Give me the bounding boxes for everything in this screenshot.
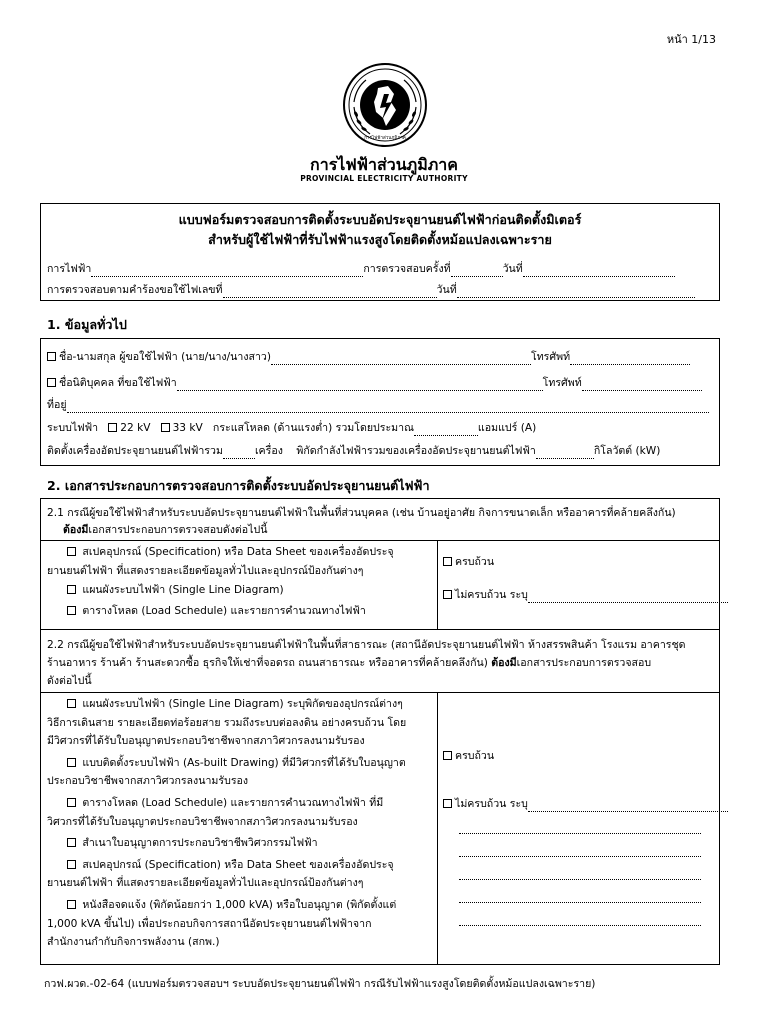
s22-description-line-3: ดังต่อไปนี้ [47, 675, 92, 687]
form-title-line-1: แบบฟอร์มตรวจสอบการติดตั้งระบบอัดประจุยานยนต์ไฟฟ้าก่อนติดตั้งมิเตอร์ [178, 212, 582, 227]
s21-spec-line-1: สเปคอุปกรณ์ (Specification) หรือ Data Sheet ของเครื่องอัดประจุ [82, 546, 394, 558]
s22-complete-label: ครบถ้วน [455, 750, 495, 762]
s21-sld-label: แผนผังระบบไฟฟ้า (Single Line Diagram) [82, 584, 284, 596]
office-label: การไฟฟ้า [47, 263, 92, 275]
juristic-name-field[interactable] [177, 378, 543, 391]
section-1-heading: 1. ข้อมูลทั่วไป [47, 317, 127, 332]
kv22-checkbox[interactable] [108, 423, 117, 432]
s22-license-copy-checkbox[interactable] [67, 838, 76, 847]
s22-license-copy-label: สำเนาใบอนุญาตการประกอบวิชาชีพวิศวกรรมไฟฟ้า [82, 837, 318, 850]
s22-load-schedule-line-1: ตารางโหลด (Load Schedule) และรายการคำนวณทางไฟฟ้า ที่มี [82, 796, 384, 809]
pea-logo [342, 62, 428, 148]
kv33-checkbox[interactable] [161, 423, 170, 432]
s22-incomplete-checkbox[interactable] [443, 799, 452, 808]
juristic-name-label: ชื่อนิติบุคคล ที่ขอใช้ไฟฟ้า [59, 377, 177, 389]
s21-description-line-2: เอกสารประกอบการตรวจสอบดังต่อไปนี้ [88, 524, 268, 536]
s22-notification-line-2: 1,000 kVA ขึ้นไป) เพื่อประกอบกิจการสถานีอัดประจุยานยนต์ไฟฟ้าจาก [47, 917, 372, 930]
title-box [40, 203, 720, 301]
phone-label-2: โทรศัพท์ [542, 377, 582, 389]
units-label: เครื่อง [254, 445, 283, 457]
date-label: วันที่ [502, 263, 523, 275]
s21-spec-checkbox[interactable] [67, 547, 76, 556]
s22-must-have: ต้องมี [491, 657, 517, 669]
ampere-label: แอมแปร์ (A) [477, 422, 537, 434]
s21-description-line-1: 2.1 กรณีผู้ขอใช้ไฟฟ้าสำหรับระบบอัดประจุยานยนต์ไฟฟ้าในพื้นที่ส่วนบุคคล (เช่น บ้านอยู่อาศัย กิจการขนาดเล็ก หรืออาคารที่คล้ายคลึงกัน) [47, 507, 676, 519]
install-label: ติดตั้งเครื่องอัดประจุยานยนต์ไฟฟ้ารวม [47, 445, 223, 457]
date-label-2: วันที่ [436, 284, 457, 296]
s22-detail-line-3[interactable] [459, 857, 701, 880]
s22-asbuilt-line-2: ประกอบวิชาชีพจากสภาวิศวกรลงนามรับรอง [47, 775, 249, 788]
s22-notification-checkbox[interactable] [67, 900, 76, 909]
section-2-heading: 2. เอกสารประกอบการตรวจสอบการติดตั้งระบบอัดประจุยานยนต์ไฟฟ้า [47, 478, 430, 493]
s21-load-schedule-checkbox[interactable] [67, 606, 76, 615]
s21-complete-label: ครบถ้วน [455, 556, 495, 568]
phone-field-2[interactable] [582, 378, 702, 391]
s22-detail-line-5[interactable] [459, 903, 701, 926]
s22-description-line-2a: ร้านอาหาร ร้านค้า ร้านสะดวกซื้อ ธุรกิจให้เช่าที่จอดรถ ถนนสาธารณะ หรืออาคารที่คล้ายคลึงกัน) [47, 657, 492, 669]
inspection-no-label: การตรวจสอบครั้งที่ [363, 263, 451, 275]
kw-label: กิโลวัตต์ (kW) [593, 445, 661, 457]
s21-incomplete-field[interactable] [528, 590, 728, 603]
footer-note: กวฟ.ผวด.-02-64 (แบบฟอร์มตรวจสอบฯ ระบบอัดประจุยานยนต์ไฟฟ้า กรณีรับไฟฟ้าแรงสูงโดยติดตั้งหม้อแปลงเฉพาะราย) [44, 978, 596, 990]
s22-notification-line-1: หนังสือจดแจ้ง (พิกัดน้อยกว่า 1,000 kVA) หรือใบอนุญาต (พิกัดตั้งแต่ [82, 898, 397, 911]
kv33-label: 33 kV [172, 422, 203, 434]
inspection-no-field[interactable] [451, 264, 503, 277]
s22-complete-checkbox[interactable] [443, 751, 452, 760]
address-field[interactable] [67, 400, 709, 413]
load-current-field[interactable] [414, 423, 478, 436]
s21-incomplete-label: ไม่ครบถ้วน ระบุ [455, 589, 528, 601]
s22-asbuilt-checkbox[interactable] [67, 758, 76, 767]
address-label: ที่อยู่ [47, 399, 67, 411]
request-label: การตรวจสอบตามคำร้องขอใช้ไฟเลขที่ [47, 284, 223, 296]
s22-load-schedule-checkbox[interactable] [67, 798, 76, 807]
s22-notification-line-3: สำนักงานกำกับกิจการพลังงาน (สกพ.) [47, 936, 220, 949]
s22-incomplete-label: ไม่ครบถ้วน ระบุ [455, 798, 528, 810]
s22-sld-line-2: วิธีการเดินสาย รายละเอียดท่อร้อยสาย รวมถึงระบบต่อลงดิน อย่างครบถ้วน โดย [47, 716, 407, 729]
date-field-2[interactable] [457, 285, 695, 298]
applicant-name-field[interactable] [271, 352, 531, 365]
s22-load-schedule-line-2: วิศวกรที่ได้รับใบอนุญาตประกอบวิชาชีพจากสภาวิศวกรลงนามรับรอง [47, 815, 358, 828]
capacity-label: พิกัดกำลังไฟฟ้ารวมของเครื่องอัดประจุยานยนต์ไฟฟ้า [296, 445, 536, 457]
s21-spec-line-2: ยานยนต์ไฟฟ้า ที่แสดงรายละเอียดข้อมูลทั่วไปและอุปกรณ์ป้องกันต่างๆ [47, 565, 364, 577]
org-name-english: PROVINCIAL ELECTRICITY AUTHORITY [300, 174, 468, 183]
phone-label-1: โทรศัพท์ [531, 351, 571, 363]
juristic-checkbox[interactable] [47, 378, 56, 387]
name-checkbox[interactable] [47, 352, 56, 361]
request-no-field[interactable] [223, 285, 437, 298]
phone-field-1[interactable] [570, 352, 690, 365]
s22-spec-line-1: สเปคอุปกรณ์ (Specification) หรือ Data Sheet ของเครื่องอัดประจุ [82, 858, 394, 871]
s21-sld-checkbox[interactable] [67, 585, 76, 594]
load-current-label: กระแสโหลด (ด้านแรงต่ำ) รวมโดยประมาณ [212, 422, 414, 434]
s22-detail-line-2[interactable] [459, 834, 701, 857]
form-title-line-2: สำหรับผู้ใช้ไฟฟ้าที่รับไฟฟ้าแรงสูงโดยติดตั้งหม้อแปลงเฉพาะราย [208, 232, 552, 247]
s22-sld-line-1: แผนผังระบบไฟฟ้า (Single Line Diagram) ระบุพิกัดของอุปกรณ์ต่างๆ [82, 698, 403, 710]
system-label: ระบบไฟฟ้า [47, 422, 99, 434]
office-field[interactable] [91, 264, 363, 277]
kv22-label: 22 kV [120, 422, 151, 434]
page-number: หน้า 1/13 [666, 33, 716, 46]
units-field[interactable] [223, 446, 255, 459]
documents-table [40, 498, 720, 965]
s22-detail-line-1[interactable] [459, 811, 701, 834]
s22-detail-line-4[interactable] [459, 880, 701, 903]
s22-sld-checkbox[interactable] [67, 699, 76, 708]
date-field[interactable] [523, 264, 675, 277]
logo-text: การไฟฟ้าส่วนภูมิภาค [364, 136, 406, 141]
s21-load-schedule-label: ตารางโหลด (Load Schedule) และรายการคำนวณทางไฟฟ้า [82, 605, 366, 617]
org-name-thai: การไฟฟ้าส่วนภูมิภาค [310, 155, 458, 174]
s22-description-line-2b: เอกสารประกอบการตรวจสอบ [516, 657, 652, 669]
s22-sld-line-3: มีวิศวกรที่ได้รับใบอนุญาตประกอบวิชาชีพจากสภาวิศวกรลงนามรับรอง [47, 735, 365, 748]
s22-spec-checkbox[interactable] [67, 860, 76, 869]
s22-description-line-1: 2.2 กรณีผู้ขอใช้ไฟฟ้าสำหรับระบบอัดประจุยานยนต์ไฟฟ้าในพื้นที่สาธารณะ (สถานีอัดประจุยานยนต์ไฟฟ้า ห้างสรรพสินค้า โรงแรม อาคารชุด [47, 639, 686, 651]
capacity-field[interactable] [536, 446, 594, 459]
s22-asbuilt-line-1: แบบติดตั้งระบบไฟฟ้า (As-built Drawing) ที่มีวิศวกรที่ได้รับใบอนุญาต [82, 756, 406, 769]
s21-must-have: ต้องมี [63, 524, 89, 536]
s21-complete-checkbox[interactable] [443, 557, 452, 566]
s21-incomplete-checkbox[interactable] [443, 590, 452, 599]
general-info-box [40, 338, 720, 466]
s22-spec-line-2: ยานยนต์ไฟฟ้า ที่แสดงรายละเอียดข้อมูลทั่วไปและอุปกรณ์ป้องกันต่างๆ [47, 877, 364, 890]
applicant-name-label: ชื่อ-นามสกุล ผู้ขอใช้ไฟฟ้า (นาย/นาง/นางสาว) [59, 351, 271, 363]
